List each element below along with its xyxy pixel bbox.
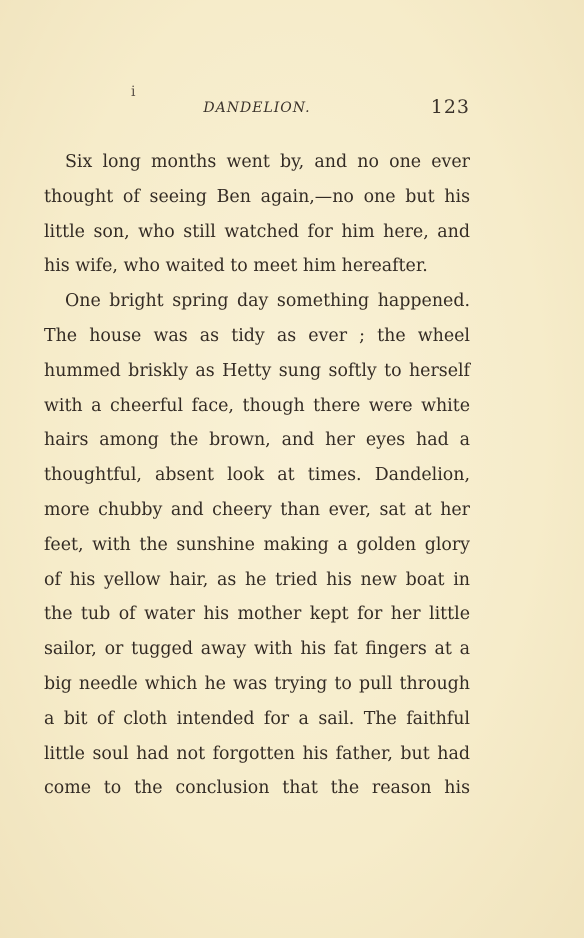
running-title: DANDELION. — [203, 100, 311, 116]
text-line: little son, who still watched for him here, and — [44, 221, 470, 242]
text-line: his wife, who waited to meet him hereafter. — [44, 256, 428, 277]
text-line: the tub of water his mother kept for her little — [44, 604, 470, 625]
text-line: The house was as tidy as ever ; the wheel — [44, 325, 470, 346]
text-line: thought of seeing Ben again,—no one but his — [44, 186, 470, 207]
body-text — [44, 145, 470, 806]
text-line: with a cheerful face, though there were white — [44, 395, 470, 416]
text-line: more chubby and cheery than ever, sat at her — [44, 499, 470, 520]
text-line: hairs among the brown, and her eyes had a — [44, 430, 470, 451]
text-line: hummed briskly as Hetty sung softly to herself — [44, 360, 470, 381]
stray-mark: ⅰ — [131, 84, 136, 100]
text-line: of his yellow hair, as he tried his new boat in — [44, 569, 470, 590]
text-line: little soul had not forgotten his father, but had — [44, 743, 470, 764]
page-number: 123 — [430, 96, 470, 118]
text-line: big needle which he was trying to pull through — [44, 673, 470, 694]
text-line: feet, with the sunshine making a golden glory — [44, 534, 470, 555]
text-line: sailor, or tugged away with his fat fingers at a — [44, 639, 470, 660]
text-line: a bit of cloth intended for a sail. The faithful — [44, 708, 470, 729]
text-line: Six long months went by, and no one ever — [65, 152, 470, 172]
text-line: One bright spring day something happened. — [65, 291, 470, 312]
running-head — [44, 96, 470, 122]
text-line: come to the conclusion that the reason his — [44, 778, 470, 799]
text-line: thoughtful, absent look at times. Dandelion, — [44, 465, 470, 486]
